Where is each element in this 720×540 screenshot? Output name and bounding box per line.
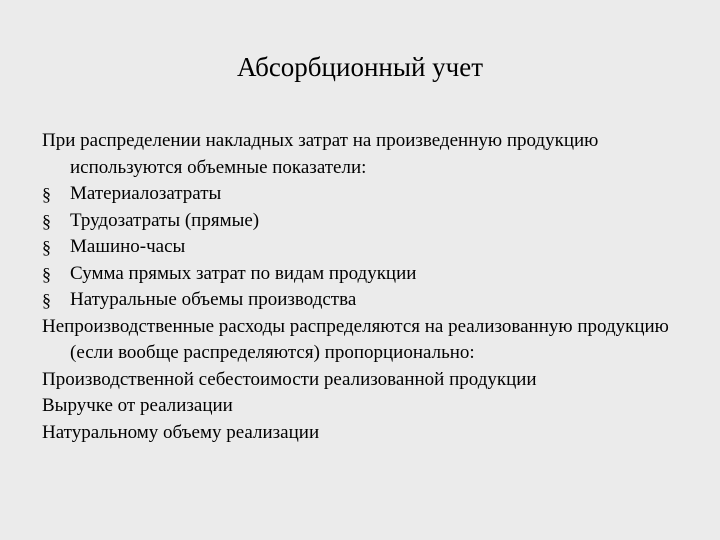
bullet-marker: §: [42, 290, 51, 310]
bullet-text: Трудозатраты (прямые): [70, 209, 260, 231]
slide-title: [0, 50, 720, 84]
allocation-line: Производственной себестоимости реализованной продукции: [42, 368, 537, 390]
bullet-text: Материалозатраты: [70, 183, 222, 204]
second-paragraph: Непроизводственные расходы распределяются на реализованную продукцию (если вообще распределяются) пропорционально:: [42, 315, 669, 363]
allocation-line: Натуральному объему реализации: [42, 421, 320, 443]
bullet-item: [42, 234, 682, 261]
bullet-text: Натуральные объемы производства: [70, 289, 357, 310]
intro-paragraph: При распределении накладных затрат на произведенную продукцию используются объемные показатели:: [42, 130, 599, 178]
slide-title-text: Абсорбционный учет: [236, 52, 484, 82]
bullet-item: [42, 181, 682, 208]
bullet-text: Машино-часы: [70, 236, 186, 257]
bullet-marker: §: [42, 237, 51, 257]
slide-body: [42, 128, 682, 446]
bullet-marker: §: [42, 184, 51, 204]
bullet-item: [42, 208, 682, 235]
bullet-marker: §: [42, 263, 51, 284]
bullet-item: [42, 287, 682, 314]
bullet-item: [42, 261, 682, 288]
bullet-marker: §: [42, 210, 51, 231]
bullet-text: Сумма прямых затрат по видам продукции: [70, 262, 417, 284]
allocation-line: Выручке от реализации: [42, 395, 233, 416]
